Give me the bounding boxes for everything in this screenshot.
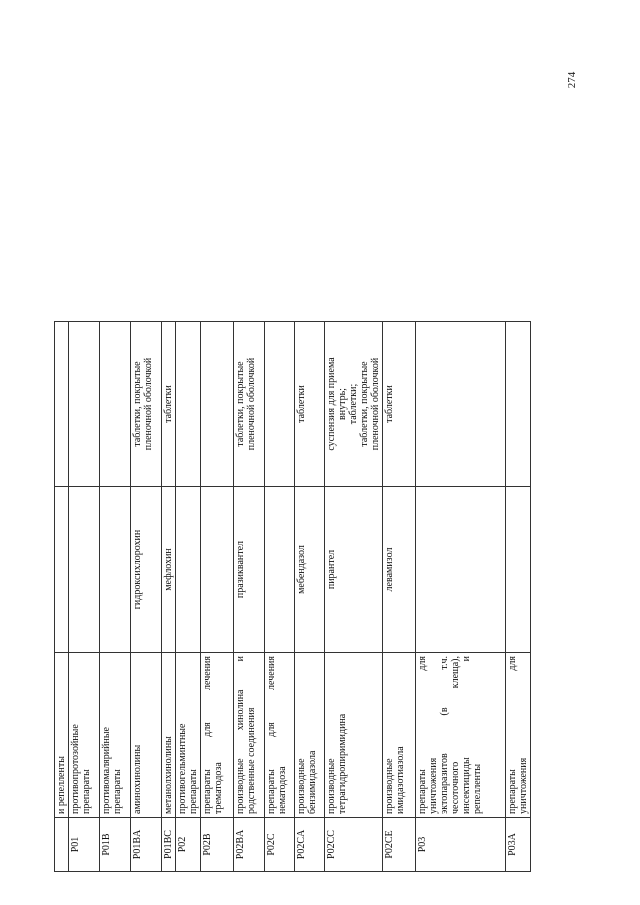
cell-line: противопротозойные: [70, 724, 81, 814]
cell-line: уничтожения: [518, 757, 529, 814]
dosage-form-cell: [383, 322, 416, 487]
cell-line: внутрь;: [337, 388, 348, 420]
cell-line: бензимидазола: [307, 750, 318, 814]
table-region: [54, 322, 529, 872]
rotated-table-container: [54, 322, 529, 872]
anatomical-therapeutic-group-cell: [295, 653, 325, 818]
anatomical-therapeutic-group-cell: [383, 653, 416, 818]
cell-line: тетрагидропиримидина: [337, 713, 348, 814]
cell-line: таблетки: [384, 385, 395, 423]
anatomical-therapeutic-group-cell: [162, 653, 176, 818]
atc-code-cell: P01: [69, 818, 100, 872]
drug-name-cell: [69, 487, 100, 653]
table-row: [201, 322, 234, 872]
cell-line: пленочной оболочкой: [246, 357, 257, 451]
drug-name-cell: мебендазол: [295, 487, 325, 653]
table-row: [69, 322, 100, 872]
cell-line: таблетки, покрытые: [359, 361, 370, 447]
cell-line: нематодоза: [277, 766, 288, 814]
cell-line: производные: [296, 758, 307, 814]
atc-code-cell: P01BA: [131, 818, 162, 872]
cell-line: производные: [384, 758, 395, 814]
cell-line: противомалярийные: [101, 727, 112, 814]
table-row: [416, 322, 506, 872]
dosage-form-cell: [100, 322, 131, 487]
drug-name-cell: [100, 487, 131, 653]
atc-code-cell: P01B: [100, 818, 131, 872]
cell-line: уничтожения: [428, 757, 439, 814]
anatomical-therapeutic-group-cell: [234, 653, 265, 818]
cell-line: таблетки;: [348, 383, 359, 425]
anatomical-therapeutic-group-cell: [176, 653, 201, 818]
cell-line: препараты для: [417, 656, 428, 814]
cell-line: таблетки: [296, 385, 307, 423]
anatomical-therapeutic-group-cell: [265, 653, 295, 818]
drug-name-cell: [416, 487, 506, 653]
table-row: [325, 322, 383, 872]
table-row: [265, 322, 295, 872]
cell-line: препараты: [81, 769, 92, 814]
cell-line: эктопаразитов (в т.ч.: [439, 656, 450, 814]
cell-line: аминохинолины: [132, 744, 143, 814]
cell-line: препараты для: [507, 656, 518, 814]
atc-code-cell: P02CE: [383, 818, 416, 872]
dosage-form-cell: [295, 322, 325, 487]
anatomical-therapeutic-group-cell: [506, 653, 531, 818]
table-row: [100, 322, 131, 872]
atc-code-cell: P02CA: [295, 818, 325, 872]
atc-code-cell: P02B: [201, 818, 234, 872]
table-row: [234, 322, 265, 872]
dosage-form-cell: [325, 322, 383, 487]
atc-code-cell: P02BA: [234, 818, 265, 872]
drug-name-cell: [265, 487, 295, 653]
drug-name-cell: [201, 487, 234, 653]
table-row: [506, 322, 531, 872]
dosage-form-cell: [201, 322, 234, 487]
cell-line: трематодоза: [213, 762, 224, 814]
cell-line: репелленты: [472, 763, 483, 814]
cell-line: имидазотиазола: [395, 746, 406, 814]
anatomical-therapeutic-group-cell: [100, 653, 131, 818]
cell-line: препараты для лечения: [202, 656, 213, 814]
anatomical-therapeutic-group-cell: [325, 653, 383, 818]
dosage-form-cell: [234, 322, 265, 487]
cell-line: препараты: [112, 769, 123, 814]
anatomical-therapeutic-group-cell: [55, 653, 69, 818]
cell-line: препараты: [188, 769, 199, 814]
drug-name-cell: гидроксихлорохин: [131, 487, 162, 653]
dosage-form-cell: [69, 322, 100, 487]
atc-code-cell: P02: [176, 818, 201, 872]
cell-line: чесоточного клеща),: [450, 656, 461, 814]
cell-line: и репелленты: [56, 756, 67, 814]
cell-line: производные хинолина и: [235, 656, 246, 814]
drug-name-cell: левамизол: [383, 487, 416, 653]
drug-name-cell: [55, 487, 69, 653]
atc-code-cell: P02CC: [325, 818, 383, 872]
drug-name-cell: пирантел: [325, 487, 383, 653]
anatomical-therapeutic-group-cell: [201, 653, 234, 818]
anatomical-therapeutic-group-cell: [416, 653, 506, 818]
cell-line: суспензия для приема: [326, 357, 337, 451]
anatomical-therapeutic-group-cell: [69, 653, 100, 818]
dosage-form-cell: [265, 322, 295, 487]
anatomical-therapeutic-group-cell: [131, 653, 162, 818]
table-row: [55, 322, 69, 872]
dosage-form-cell: [506, 322, 531, 487]
cell-line: таблетки: [163, 385, 174, 423]
cell-line: пленочной оболочкой: [143, 357, 154, 451]
cell-line: таблетки, покрытые: [235, 361, 246, 447]
table-row: [162, 322, 176, 872]
dosage-form-cell: [162, 322, 176, 487]
table-body: [55, 322, 531, 872]
dosage-form-cell: [176, 322, 201, 487]
atc-code-cell: [55, 818, 69, 872]
atc-code-cell: P03: [416, 818, 506, 872]
cell-line: пленочной оболочкой: [370, 357, 381, 451]
cell-line: родственные соединения: [246, 707, 257, 814]
atc-code-cell: P03A: [506, 818, 531, 872]
cell-line: инсектициды и: [461, 656, 472, 814]
dosage-form-cell: [131, 322, 162, 487]
page-number: 274: [566, 71, 578, 89]
table-row: [176, 322, 201, 872]
dosage-form-cell: [416, 322, 506, 487]
drug-classification-table: [54, 321, 531, 872]
table-row: [383, 322, 416, 872]
atc-code-cell: P01BC: [162, 818, 176, 872]
dosage-form-cell: [55, 322, 69, 487]
table-row: [295, 322, 325, 872]
drug-name-cell: [176, 487, 201, 653]
cell-line: метанолхинолины: [163, 736, 174, 814]
cell-line: препараты для лечения: [266, 656, 277, 814]
drug-name-cell: мефлохин: [162, 487, 176, 653]
cell-line: таблетки, покрытые: [132, 361, 143, 447]
atc-code-cell: P02C: [265, 818, 295, 872]
drug-name-cell: [506, 487, 531, 653]
cell-line: противогельминтные: [177, 723, 188, 814]
drug-name-cell: празиквантел: [234, 487, 265, 653]
table-row: [131, 322, 162, 872]
cell-line: производные: [326, 758, 337, 814]
